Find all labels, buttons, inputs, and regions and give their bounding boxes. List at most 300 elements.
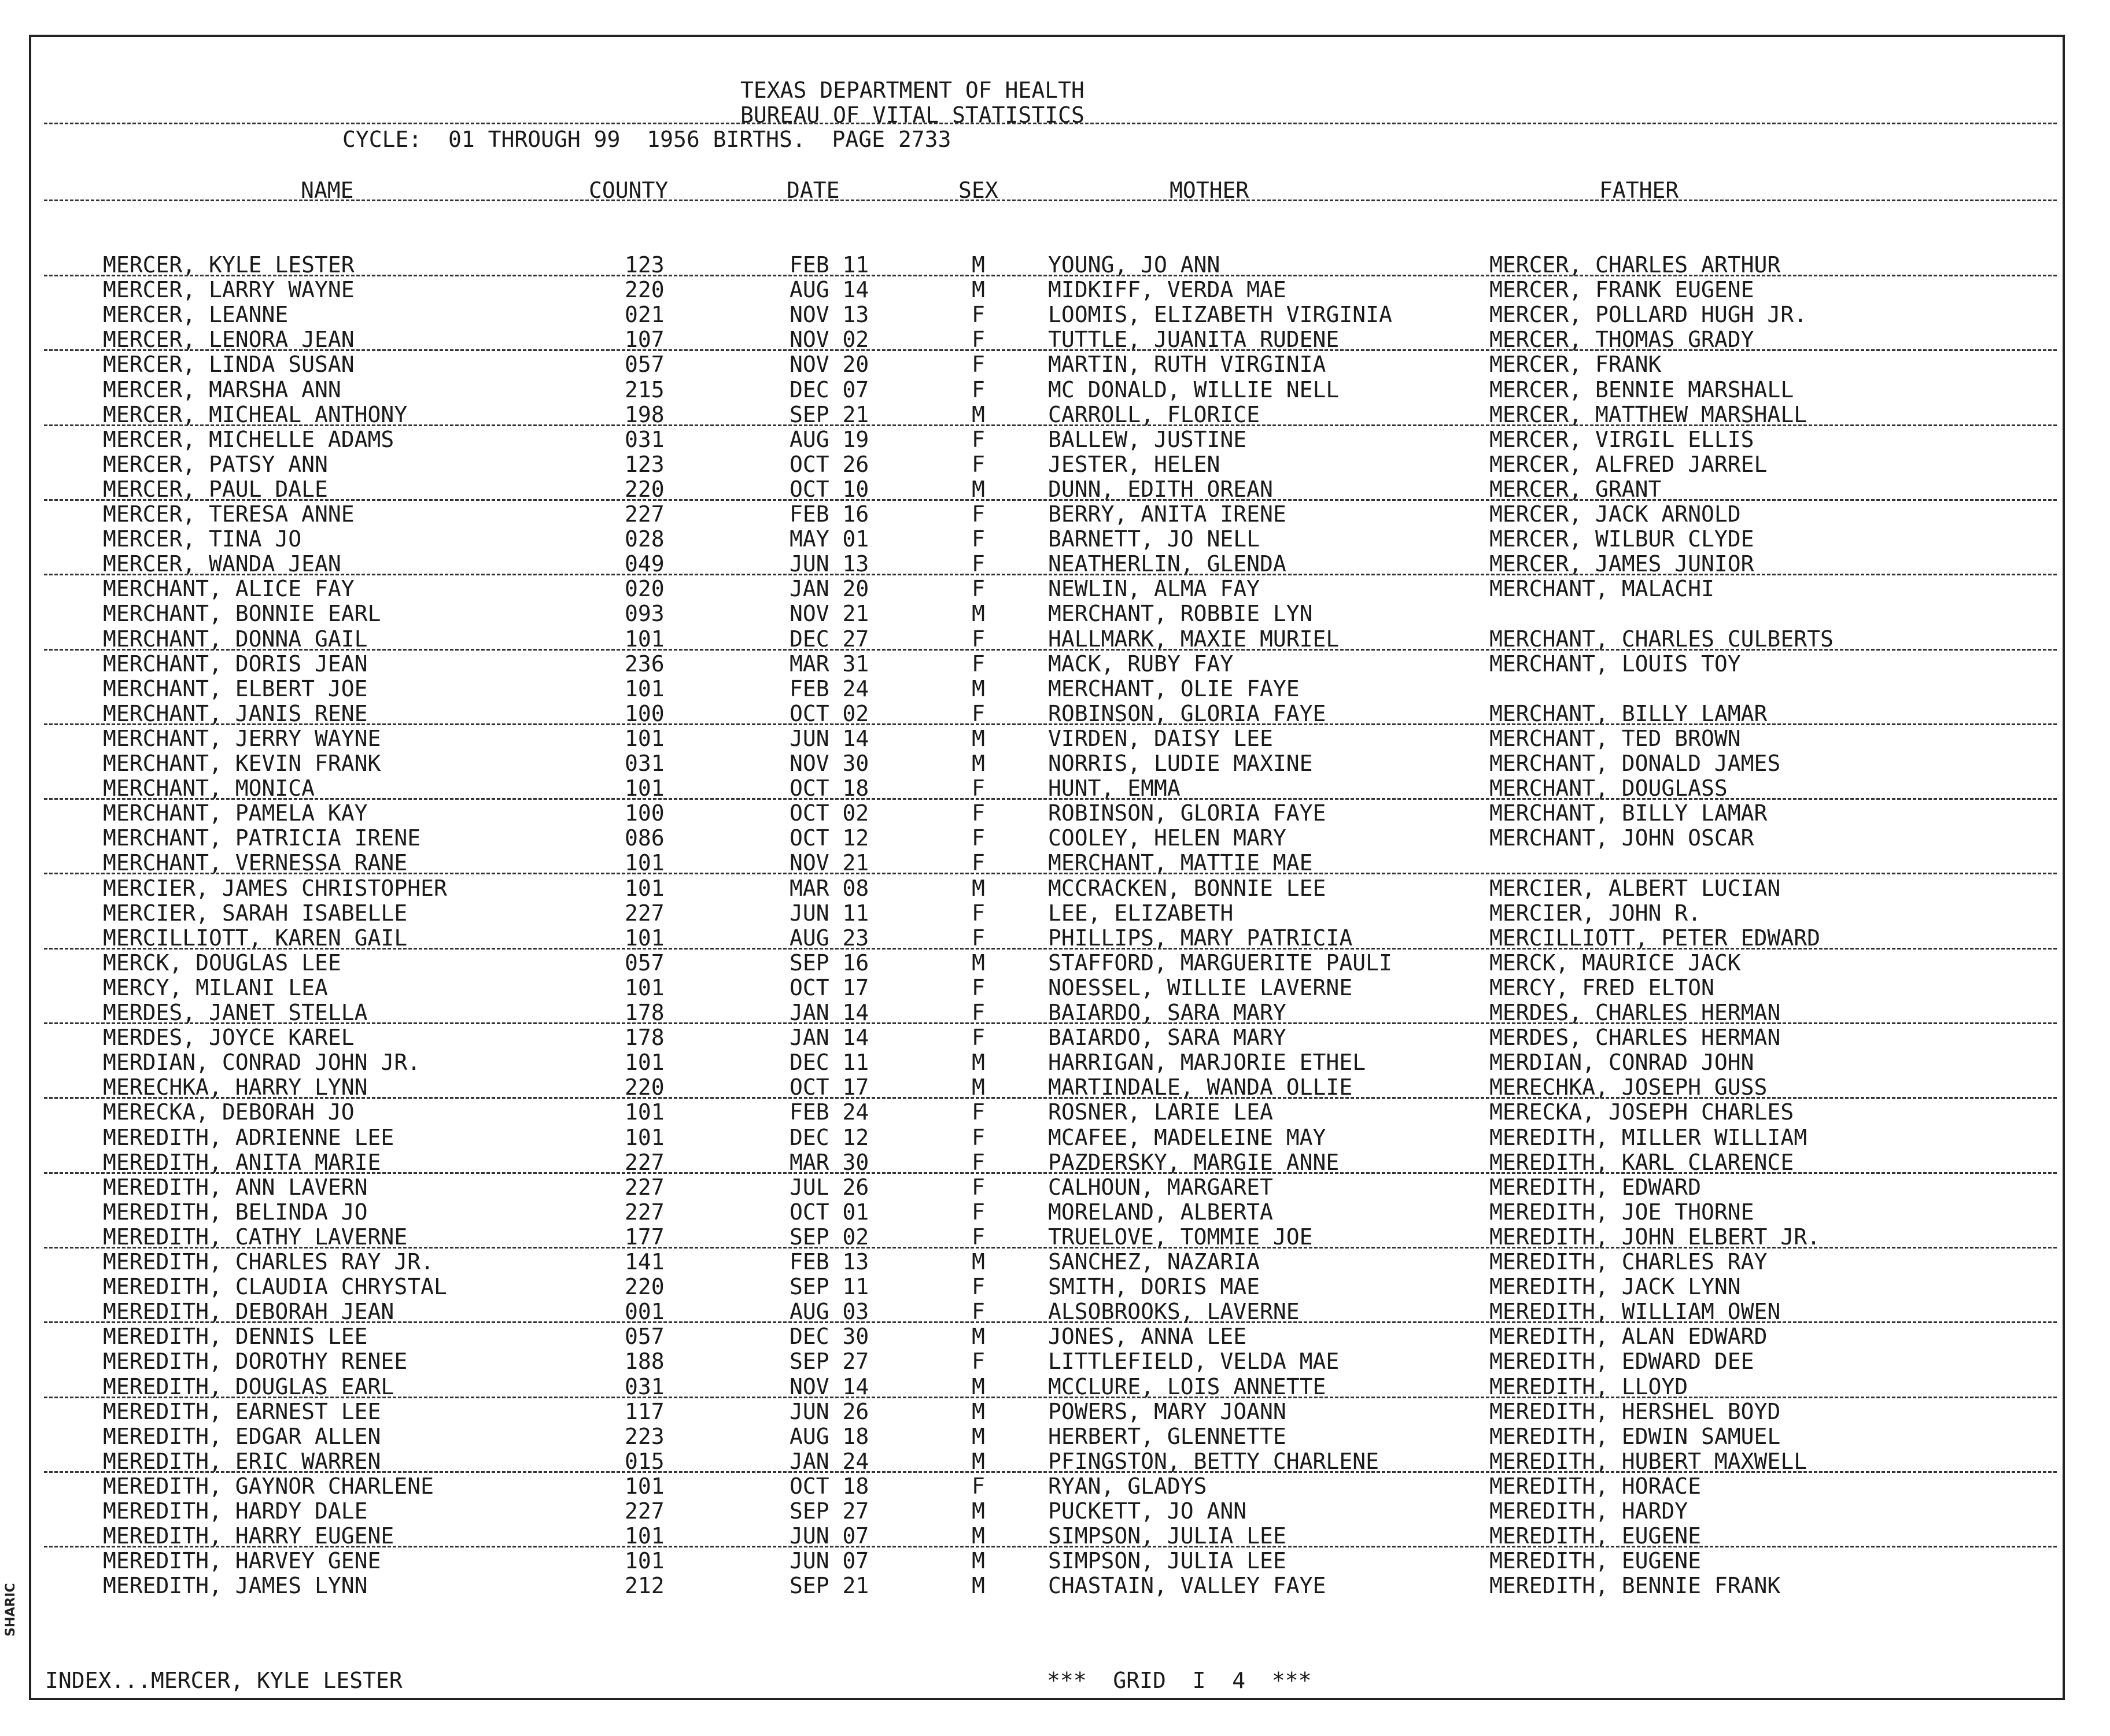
record-county: 178 [625,1000,665,1025]
record-county: 212 [625,1573,665,1599]
record-county: 031 [625,1373,665,1399]
record-father: MEREDITH, BENNIE FRANK [1489,1573,1781,1599]
record-father: MEREDITH, WILLIAM OWEN [1489,1299,1781,1325]
record-mother: MORELAND, ALBERTA [1048,1199,1273,1225]
record-date: JUN 07 [790,1523,869,1549]
record-county: 220 [625,1274,665,1300]
record-father: MERCER, FRANK [1489,352,1662,378]
table-row [0,327,2110,352]
table-row [0,452,2110,477]
record-name: MERCER, KYLE LESTER [103,252,355,278]
table-row [0,1399,2110,1424]
record-father: MEREDITH, EDWARD DEE [1489,1349,1754,1375]
record-name: MERCER, LEANNE [103,302,289,328]
col-header-county: COUNTY [589,178,669,203]
record-father: MERCER, VIRGIL ELLIS [1489,426,1754,452]
table-row [0,1324,2110,1349]
record-county: 057 [625,1324,665,1350]
record-mother: STAFFORD, MARGUERITE PAULI [1048,950,1392,976]
record-sex: F [972,1473,985,1499]
record-father: MERCY, FRED ELTON [1489,974,1714,1000]
record-sex: F [972,376,985,402]
record-father: MERCER, BENNIE MARSHALL [1489,376,1794,402]
record-sex: F [972,352,985,378]
record-date: SEP 21 [790,1573,869,1599]
record-mother: SIMPSON, JULIA LEE [1048,1548,1286,1574]
record-name: MEREDITH, ADRIENNE LEE [103,1124,394,1150]
record-father: MERCER, WILBUR CLYDE [1489,526,1754,552]
record-county: 117 [625,1398,665,1424]
record-county: 101 [625,1473,665,1499]
record-sex: M [972,1548,985,1574]
record-father: MERCIER, JOHN R. [1489,900,1702,926]
record-county: 101 [625,1523,665,1549]
table-row [0,1075,2110,1100]
record-father: MERCHANT, BILLY LAMAR [1489,700,1768,726]
record-mother: NORRIS, LUDIE MAXINE [1048,751,1313,776]
record-county: 101 [625,675,665,701]
record-date: SEP 02 [790,1224,869,1250]
record-name: MEREDITH, EARNEST LEE [103,1398,381,1424]
table-row [0,577,2110,601]
table-row [0,1050,2110,1075]
table-row [0,851,2110,876]
record-date: DEC 07 [790,376,869,402]
record-date: DEC 11 [790,1050,869,1076]
record-date: OCT 18 [790,775,869,801]
record-sex: M [972,1498,985,1524]
record-mother: MCAFEE, MADELEINE MAY [1048,1124,1326,1150]
record-sex: F [972,651,985,677]
record-sex: M [972,1373,985,1399]
record-sex: M [972,675,985,701]
record-name: MERCER, LENORA JEAN [103,327,355,353]
record-sex: M [972,725,985,751]
record-date: OCT 10 [790,476,869,502]
record-mother: MACK, RUBY FAY [1048,651,1234,677]
record-father: MERCER, MATTHEW MARSHALL [1489,401,1807,427]
record-sex: F [972,850,985,876]
row-separator [44,275,2057,276]
record-date: AUG 03 [790,1299,869,1325]
record-mother: HERBERT, GLENNETTE [1048,1423,1286,1449]
record-county: 101 [625,1548,665,1574]
record-name: MERECKA, DEBORAH JO [103,1099,355,1125]
side-label: SHARIC [3,1583,18,1637]
row-separator [44,1321,2057,1323]
record-county: 020 [625,576,665,602]
record-mother: POWERS, MARY JOANN [1048,1398,1286,1424]
record-name: MERCER, PATSY ANN [103,451,328,477]
record-name: MERCER, LARRY WAYNE [103,277,355,303]
record-sex: F [972,800,985,826]
record-sex: M [972,277,985,303]
record-date: JAN 14 [790,1025,869,1051]
record-father: MERCIER, ALBERT LUCIAN [1489,875,1781,901]
record-name: MEREDITH, DEBORAH JEAN [103,1299,394,1325]
record-county: 220 [625,277,665,303]
record-county: 015 [625,1448,665,1474]
record-name: MERCIER, SARAH ISABELLE [103,900,408,926]
record-county: 227 [625,1498,665,1524]
record-mother: ROBINSON, GLORIA FAYE [1048,800,1326,826]
table-row [0,1549,2110,1574]
record-mother: MC DONALD, WILLIE NELL [1048,376,1340,402]
record-mother: TUTTLE, JUANITA RUDENE [1048,327,1340,353]
record-mother: SIMPSON, JULIA LEE [1048,1523,1286,1549]
record-date: FEB 13 [790,1249,869,1275]
record-sex: F [972,1274,985,1300]
record-date: DEC 27 [790,626,869,652]
record-sex: F [972,1349,985,1375]
table-row [0,552,2110,577]
record-name: MERECHKA, HARRY LYNN [103,1074,368,1100]
record-date: AUG 19 [790,426,869,452]
record-mother: JONES, ANNA LEE [1048,1324,1247,1350]
record-sex: M [972,1423,985,1449]
row-separator [44,574,2057,575]
record-father: MERCER, FRANK EUGENE [1489,277,1754,303]
record-date: OCT 02 [790,700,869,726]
record-sex: M [972,1249,985,1275]
record-mother: BARNETT, JO NELL [1048,526,1260,552]
record-name: MERCHANT, KEVIN FRANK [103,751,381,776]
record-name: MERCILLIOTT, KAREN GAIL [103,925,408,951]
record-sex: M [972,252,985,278]
record-date: NOV 14 [790,1373,869,1399]
record-date: JUN 07 [790,1548,869,1574]
record-name: MEREDITH, ANN LAVERN [103,1174,368,1200]
record-date: JAN 20 [790,576,869,602]
table-row [0,1474,2110,1499]
table-row [0,776,2110,801]
record-name: MERCHANT, DONNA GAIL [103,626,368,652]
record-father: MERDES, CHARLES HERMAN [1489,1025,1781,1051]
record-name: MERCHANT, VERNESSA RANE [103,850,408,876]
table-row [0,278,2110,302]
record-father: MEREDITH, JOHN ELBERT JR. [1489,1224,1820,1250]
record-name: MEREDITH, BELINDA JO [103,1199,368,1225]
record-name: MERCER, MARSHA ANN [103,376,341,402]
record-sex: F [972,1124,985,1150]
record-sex: F [972,1299,985,1325]
table-row [0,701,2110,726]
record-date: SEP 27 [790,1349,869,1375]
record-name: MERDES, JOYCE KAREL [103,1025,355,1051]
table-row [0,926,2110,951]
record-father: MEREDITH, EUGENE [1489,1523,1702,1549]
record-father: MEREDITH, EUGENE [1489,1548,1702,1574]
record-mother: MERCHANT, MATTIE MAE [1048,850,1313,876]
record-mother: LITTLEFIELD, VELDA MAE [1048,1349,1340,1375]
table-row [0,253,2110,278]
record-sex: F [972,1174,985,1200]
record-county: 021 [625,302,665,328]
record-date: OCT 18 [790,1473,869,1499]
record-sex: M [972,601,985,627]
record-mother: ROBINSON, GLORIA FAYE [1048,700,1326,726]
record-father: MERCHANT, DONALD JAMES [1489,751,1781,776]
record-father: MERDIAN, CONRAD JOHN [1489,1050,1754,1076]
record-sex: F [972,551,985,577]
record-date: AUG 14 [790,277,869,303]
record-mother: DUNN, EDITH OREAN [1048,476,1273,502]
row-separator [44,1546,2057,1547]
row-separator [44,499,2057,501]
record-mother: MERCHANT, OLIE FAYE [1048,675,1300,701]
record-date: FEB 24 [790,675,869,701]
record-father: MERCHANT, JOHN OSCAR [1489,825,1754,851]
table-row [0,1125,2110,1150]
record-name: MERCK, DOUGLAS LEE [103,950,341,976]
row-separator [44,1247,2057,1249]
col-header-mother: MOTHER [1170,178,1249,203]
table-row [0,1150,2110,1175]
record-mother: NEWLIN, ALMA FAY [1048,576,1260,602]
record-date: NOV 13 [790,302,869,328]
record-name: MERCER, MICHEAL ANTHONY [103,401,408,427]
record-name: MERCHANT, ELBERT JOE [103,675,368,701]
record-name: MERCER, LINDA SUSAN [103,352,355,378]
record-date: SEP 21 [790,401,869,427]
record-name: MERDIAN, CONRAD JOHN JR. [103,1050,421,1076]
record-mother: ROSNER, LARIE LEA [1048,1099,1273,1125]
record-name: MERCIER, JAMES CHRISTOPHER [103,875,447,901]
record-date: NOV 20 [790,352,869,378]
record-sex: M [972,751,985,776]
record-father: MERCHANT, BILLY LAMAR [1489,800,1768,826]
table-row [0,1574,2110,1598]
record-sex: M [972,875,985,901]
record-sex: F [972,1099,985,1125]
record-sex: M [972,950,985,976]
record-sex: M [972,401,985,427]
table-row [0,1250,2110,1275]
record-county: 227 [625,1199,665,1225]
record-date: DEC 30 [790,1324,869,1350]
record-sex: F [972,925,985,951]
record-sex: F [972,974,985,1000]
table-row [0,1299,2110,1324]
record-sex: F [972,1000,985,1025]
record-sex: M [972,1398,985,1424]
record-county: 177 [625,1224,665,1250]
record-mother: MARTIN, RUTH VIRGINIA [1048,352,1326,378]
record-mother: PAZDERSKY, MARGIE ANNE [1048,1149,1340,1175]
row-separator [44,1172,2057,1174]
record-county: 049 [625,551,665,577]
table-row [0,826,2110,851]
record-father: MEREDITH, LLOYD [1489,1373,1688,1399]
record-date: SEP 16 [790,950,869,976]
table-row [0,726,2110,751]
record-sex: F [972,700,985,726]
record-father: MERECKA, JOSEPH CHARLES [1489,1099,1794,1125]
row-separator [44,723,2057,725]
row-separator [44,873,2057,874]
record-date: OCT 26 [790,451,869,477]
record-county: 236 [625,651,665,677]
record-name: MEREDITH, EDGAR ALLEN [103,1423,381,1449]
record-county: 227 [625,1149,665,1175]
record-county: 198 [625,401,665,427]
record-father: MERCER, JAMES JUNIOR [1489,551,1754,577]
record-mother: BALLEW, JUSTINE [1048,426,1247,452]
record-county: 101 [625,875,665,901]
record-name: MEREDITH, DOUGLAS EARL [103,1373,394,1399]
table-row [0,1025,2110,1050]
record-name: MERCHANT, BONNIE EARL [103,601,381,627]
record-name: MERCER, PAUL DALE [103,476,328,502]
record-father: MERCER, JACK ARNOLD [1489,501,1741,527]
record-father: MERCER, THOMAS GRADY [1489,327,1754,353]
record-county: 101 [625,850,665,876]
record-father: MERCER, ALFRED JARREL [1489,451,1768,477]
record-date: AUG 18 [790,1423,869,1449]
record-date: JUN 26 [790,1398,869,1424]
record-name: MERCER, TINA JO [103,526,302,552]
record-father: MEREDITH, KARL CLARENCE [1489,1149,1794,1175]
record-name: MERCHANT, JANIS RENE [103,700,368,726]
record-name: MEREDITH, ERIC WARREN [103,1448,381,1474]
record-sex: F [972,302,985,328]
record-mother: MCCLURE, LOIS ANNETTE [1048,1373,1326,1399]
table-row [0,1000,2110,1025]
row-separator [44,649,2057,651]
record-date: MAR 08 [790,875,869,901]
record-county: 031 [625,426,665,452]
record-sex: F [972,1199,985,1225]
record-name: MEREDITH, CLAUDIA CHRYSTAL [103,1274,447,1300]
record-sex: F [972,501,985,527]
record-county: 100 [625,700,665,726]
record-name: MERCHANT, ALICE FAY [103,576,355,602]
record-mother: MCCRACKEN, BONNIE LEE [1048,875,1326,901]
record-sex: F [972,1224,985,1250]
record-county: 223 [625,1423,665,1449]
header-subtitle: BUREAU OF VITAL STATISTICS [740,102,1084,128]
col-header-sex: SEX [958,178,998,203]
record-county: 227 [625,501,665,527]
record-father: MERCHANT, CHARLES CULBERTS [1489,626,1834,652]
record-name: MERCHANT, PATRICIA IRENE [103,825,421,851]
record-name: MEREDITH, DENNIS LEE [103,1324,368,1350]
record-mother: MIDKIFF, VERDA MAE [1048,277,1286,303]
record-father: MEREDITH, JOE THORNE [1489,1199,1754,1225]
col-header-date: DATE [787,178,840,203]
table-row [0,352,2110,377]
record-father: MERCILLIOTT, PETER EDWARD [1489,925,1820,951]
record-county: 100 [625,800,665,826]
record-father: MEREDITH, MILLER WILLIAM [1489,1124,1807,1150]
record-father: MEREDITH, JACK LYNN [1489,1274,1741,1300]
record-county: 028 [625,526,665,552]
record-date: JUN 11 [790,900,869,926]
record-date: OCT 12 [790,825,869,851]
record-father: MEREDITH, HERSHEL BOYD [1489,1398,1781,1424]
record-mother: HUNT, EMMA [1048,775,1181,801]
record-mother: ALSOBROOKS, LAVERNE [1048,1299,1300,1325]
record-county: 220 [625,1074,665,1100]
table-row [0,1100,2110,1125]
record-father: MERCHANT, MALACHI [1489,576,1714,602]
record-date: MAY 01 [790,526,869,552]
table-row [0,402,2110,427]
record-date: SEP 11 [790,1274,869,1300]
record-sex: F [972,576,985,602]
record-mother: RYAN, GLADYS [1048,1473,1207,1499]
record-county: 141 [625,1249,665,1275]
row-separator [44,349,2057,351]
record-father: MEREDITH, ALAN EDWARD [1489,1324,1768,1350]
table-row [0,627,2110,652]
record-county: 101 [625,925,665,951]
record-sex: M [972,1074,985,1100]
record-father: MERECHKA, JOSEPH GUSS [1489,1074,1768,1100]
record-mother: YOUNG, JO ANN [1048,252,1220,278]
footer-index: INDEX...MERCER, KYLE LESTER [45,1668,403,1693]
record-sex: F [972,626,985,652]
record-mother: BERRY, ANITA IRENE [1048,501,1286,527]
table-row [0,1200,2110,1225]
table-row [0,1375,2110,1399]
record-mother: PHILLIPS, MARY PATRICIA [1048,925,1353,951]
record-date: SEP 27 [790,1498,869,1524]
record-county: 093 [625,601,665,627]
table-row [0,1275,2110,1299]
record-sex: F [972,426,985,452]
header-title: TEXAS DEPARTMENT OF HEALTH [740,77,1084,103]
record-sex: F [972,775,985,801]
record-father: MERCER, GRANT [1489,476,1662,502]
record-sex: F [972,327,985,353]
record-mother: LOOMIS, ELIZABETH VIRGINIA [1048,302,1392,328]
record-sex: M [972,476,985,502]
record-father: MERCER, POLLARD HUGH JR. [1489,302,1807,328]
record-father: MEREDITH, EDWARD [1489,1174,1702,1200]
record-name: MEREDITH, JAMES LYNN [103,1573,368,1599]
record-date: JAN 24 [790,1448,869,1474]
record-father: MERCHANT, DOUGLASS [1489,775,1728,801]
record-name: MERCER, WANDA JEAN [103,551,341,577]
record-name: MEREDITH, CATHY LAVERNE [103,1224,408,1250]
record-date: OCT 01 [790,1199,869,1225]
table-row [0,876,2110,901]
record-sex: F [972,526,985,552]
table-row [0,1225,2110,1250]
record-mother: HALLMARK, MAXIE MURIEL [1048,626,1340,652]
record-date: FEB 24 [790,1099,869,1125]
record-mother: PUCKETT, JO ANN [1048,1498,1247,1524]
record-father: MEREDITH, EDWIN SAMUEL [1489,1423,1781,1449]
record-date: OCT 17 [790,974,869,1000]
record-county: 101 [625,775,665,801]
record-date: JUN 14 [790,725,869,751]
table-row [0,378,2110,402]
record-father: MERCHANT, TED BROWN [1489,725,1741,751]
record-mother: SMITH, DORIS MAE [1048,1274,1260,1300]
table-row [0,652,2110,677]
record-date: NOV 21 [790,601,869,627]
table-row [0,901,2110,926]
record-county: 101 [625,974,665,1000]
record-name: MERCHANT, MONICA [103,775,315,801]
record-mother: COOLEY, HELEN MARY [1048,825,1286,851]
record-county: 188 [625,1349,665,1375]
record-sex: F [972,825,985,851]
record-mother: JESTER, HELEN [1048,451,1220,477]
record-father: MEREDITH, HUBERT MAXWELL [1489,1448,1807,1474]
